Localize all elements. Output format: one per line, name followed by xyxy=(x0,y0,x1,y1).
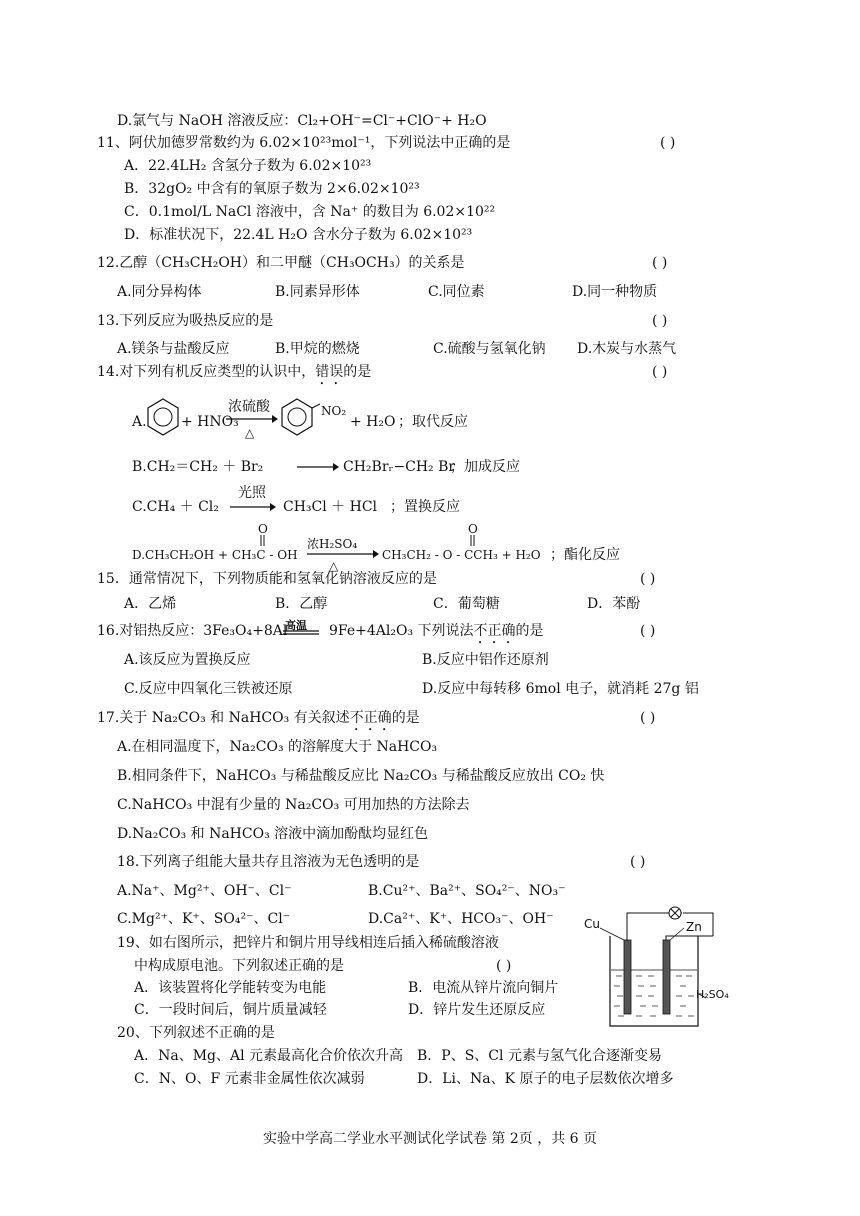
q18-option-c: C.Mg²⁺、K⁺、SO₄²⁻、Cl⁻ xyxy=(117,911,291,927)
q19-answer-paren: ( ) xyxy=(496,958,512,974)
q15-option-d: D．苯酚 xyxy=(587,596,641,612)
q17-emphasis: 不正确 xyxy=(349,710,392,726)
q15-option-a: A．乙烯 xyxy=(124,596,177,612)
q11-stem: 11、阿伏加德罗常数约为 6.02×10²³mol⁻¹，下列说法中正确的是 xyxy=(97,135,511,151)
q16-emphasis: 不正确 xyxy=(473,623,516,639)
q14-d-right: CH₃CH₂ - O - CCH₃ + H₂O xyxy=(382,548,541,562)
q16-option-a: A.该反应为置换反应 xyxy=(124,652,251,668)
q17-stem: 17.关于 Na₂CO₃ 和 NaHCO₃ 有关叙述不正确的是 xyxy=(97,710,420,726)
q11-option-a: A．22.4LH₂ 含氢分子数为 6.02×10²³ xyxy=(124,158,372,174)
q15-answer-paren: ( ) xyxy=(640,571,656,587)
q17-option-d: D.Na₂CO₃ 和 NaHCO₃ 溶液中滴加酚酞均显红色 xyxy=(117,826,429,842)
q14-stem: 14.对下列有机反应类型的认识中，错误的是 xyxy=(97,364,372,380)
q16-stem: 9Fe+4Al₂O₃ 下列说法不正确的是 xyxy=(329,623,544,639)
q15-option-c: C．葡萄糖 xyxy=(433,596,500,612)
q11-option-b: B．32gO₂ 中含有的氧原子数为 2×6.02×10²³ xyxy=(124,181,420,197)
q13-option-a: A.镁条与盐酸反应 xyxy=(117,341,230,357)
q13-answer-paren: ( ) xyxy=(652,313,668,329)
fig-cu-label: Cu xyxy=(584,917,600,931)
q14-b-type: ；加成反应 xyxy=(450,459,520,475)
q14-d-heat: △ xyxy=(329,559,339,573)
q14-d-condition: 浓H₂SO₄ xyxy=(307,537,358,551)
q17-option-b: B.相同条件下，NaHCO₃ 与稀盐酸反应比 Na₂CO₃ 与稀盐酸反应放出 CO₂ 快 xyxy=(117,768,605,784)
q12-answer-paren: ( ) xyxy=(652,255,668,271)
q13-option-b: B.甲烷的燃烧 xyxy=(275,341,360,357)
q14-emphasis: 错误 xyxy=(315,364,344,380)
q14-a-arrow-icon xyxy=(226,414,278,424)
q16-option-d: D.反应中每转移 6mol 电子，就消耗 27g 铝 xyxy=(422,681,699,697)
q10-option-d: D.氯气与 NaOH 溶液反应：Cl₂+OH⁻=Cl⁻+ClO⁻+ H₂O xyxy=(117,113,487,129)
q20-option-a: A．Na、Mg、Al 元素最高化合价依次升高 xyxy=(134,1048,404,1064)
q12-option-c: C.同位素 xyxy=(428,284,485,300)
q19-option-a: A．该装置将化学能转变为电能 xyxy=(134,980,327,996)
q13-stem: 13.下列反应为吸热反应的是 xyxy=(97,313,274,329)
q19-option-c: C．一段时间后，铜片质量减轻 xyxy=(134,1002,327,1018)
q11-option-d: D．标准状况下，22.4L H₂O 含水分子数为 6.02×10²³ xyxy=(124,227,473,243)
q14-c-condition: 光照 xyxy=(238,485,266,501)
q15-stem: 15．通常情况下，下列物质能和氢氧化钠溶液反应的是 xyxy=(97,571,437,587)
q14-c-left: C.CH₄ ＋ Cl₂ xyxy=(132,499,219,515)
q20-option-b: B．P、S、Cl 元素与氢气化合逐渐变易 xyxy=(417,1048,662,1064)
q18-answer-paren: ( ) xyxy=(630,854,646,870)
q13-option-d: D.木炭与水蒸气 xyxy=(577,341,677,357)
q15-option-b: B．乙醇 xyxy=(275,596,328,612)
q16-answer-paren: ( ) xyxy=(640,623,656,639)
q12-option-b: B.同素异形体 xyxy=(275,284,360,300)
q14-b-arrow-icon xyxy=(297,462,339,472)
q18-stem: 18.下列离子组能大量共存且溶液为无色透明的是 xyxy=(117,854,420,870)
q16-condition: 高温 xyxy=(285,619,307,632)
benzene-ring-icon xyxy=(146,397,180,437)
q18-option-a: A.Na⁺、Mg²⁺、OH⁻、Cl⁻ xyxy=(117,883,292,899)
q11-answer-paren: ( ) xyxy=(660,135,676,151)
q14-a-heat: △ xyxy=(245,426,255,440)
q12-option-d: D.同一种物质 xyxy=(572,284,658,300)
q14-c-arrow-icon xyxy=(230,502,276,512)
q16-stem-pre: 16.对铝热反应：3Fe₃O₄+8Al xyxy=(97,623,288,639)
q14-a-h2o: + H₂O xyxy=(350,414,396,430)
q14-d-oxygen-left: O xyxy=(258,522,268,536)
q14-d-left: D.CH₃CH₂OH + CH₃C - OH xyxy=(132,548,298,562)
q19-stem-line2: 中构成原电池。下列叙述正确的是 xyxy=(134,958,344,974)
q17-answer-paren: ( ) xyxy=(640,710,656,726)
q11-option-c: C．0.1mol/L NaCl 溶液中，含 Na⁺ 的数目为 6.02×10²² xyxy=(124,204,496,220)
q20-stem: 20、下列叙述不正确的是 xyxy=(117,1025,275,1041)
galvanic-cell-diagram xyxy=(580,898,730,1030)
q14-c-right: CH₃Cl ＋ HCl xyxy=(283,499,378,515)
fig-acid-label: H₂SO₄ xyxy=(696,988,729,1001)
page-footer: 实验中学高二学业水平测试化学试卷 第 2页 ，共 6 页 xyxy=(262,1131,598,1147)
q14-c-type: ；置换反应 xyxy=(390,499,460,515)
q13-option-c: C.硫酸与氢氧化钠 xyxy=(433,341,546,357)
q19-option-d: D．锌片发生还原反应 xyxy=(408,1002,546,1018)
q14-a-label: A. xyxy=(132,414,147,430)
q14-answer-paren: ( ) xyxy=(652,364,668,380)
q20-option-d: D．Li、Na、K 原子的电子层数依次增多 xyxy=(417,1071,674,1087)
q14-a-no2: NO₂ xyxy=(321,404,347,418)
q14-a-hno3: + HNO₃ xyxy=(181,414,239,430)
q14-a-condition: 浓硫酸 xyxy=(228,399,270,415)
q16-option-b: B.反应中铝作还原剂 xyxy=(422,652,549,668)
q14-d-oxygen-right: O xyxy=(468,522,478,536)
q19-stem-line1: 19、如右图所示，把锌片和铜片用导线相连后插入稀硫酸溶液 xyxy=(117,935,499,951)
q18-option-d: D.Ca²⁺、K⁺、HCO₃⁻、OH⁻ xyxy=(368,911,554,927)
q20-option-c: C．N、O、F 元素非金属性依次减弱 xyxy=(134,1071,365,1087)
q16-equal-sign-icon xyxy=(283,630,321,636)
q14-d-type: ；酯化反应 xyxy=(550,547,620,563)
q12-option-a: A.同分异构体 xyxy=(117,284,202,300)
q16-option-c: C.反应中四氧化三铁被还原 xyxy=(124,681,293,697)
q18-option-b: B.Cu²⁺、Ba²⁺、SO₄²⁻、NO₃⁻ xyxy=(368,883,566,899)
q19-option-b: B．电流从锌片流向铜片 xyxy=(408,980,559,996)
nitrobenzene-ring-icon xyxy=(280,397,320,437)
q17-option-a: A.在相同温度下，Na₂CO₃ 的溶解度大于 NaHCO₃ xyxy=(117,739,438,755)
q14-b-right: CH₂Brᵣ−CH₂ Br xyxy=(343,459,456,475)
fig-zn-label: Zn xyxy=(686,920,702,934)
q14-b-left: B.CH₂＝CH₂ ＋ Br₂ xyxy=(132,459,264,475)
q14-d-arrow-icon xyxy=(307,549,379,559)
q14-a-type: ；取代反应 xyxy=(398,414,468,430)
q12-stem: 12.乙醇（CH₃CH₂OH）和二甲醚（CH₃OCH₃）的关系是 xyxy=(97,255,465,271)
q17-option-c: C.NaHCO₃ 中混有少量的 Na₂CO₃ 可用加热的方法除去 xyxy=(117,797,470,813)
